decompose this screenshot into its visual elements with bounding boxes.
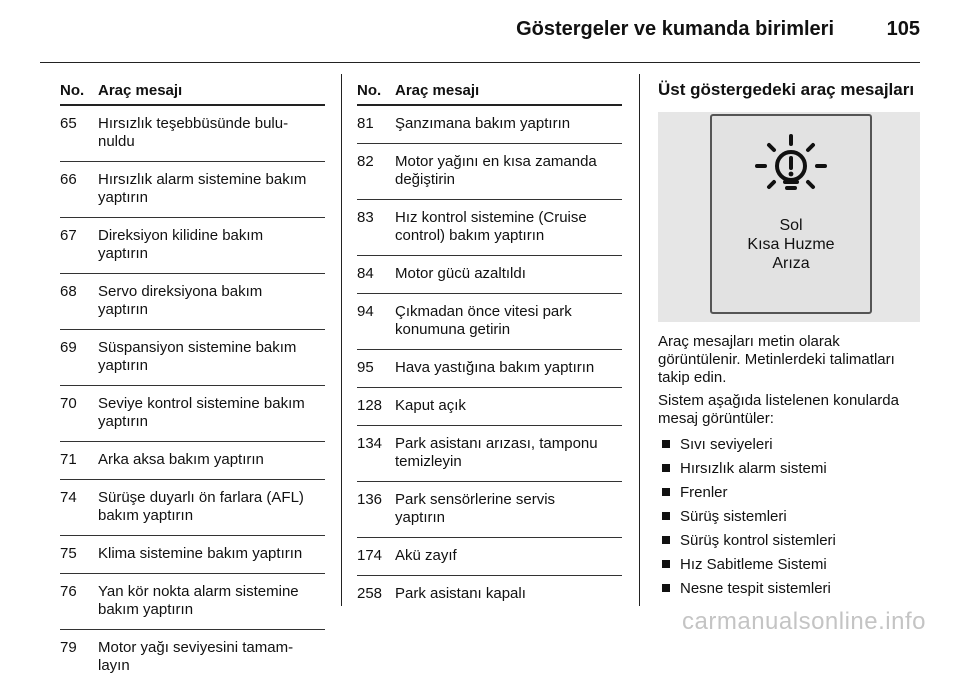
row-number: 94: [357, 303, 374, 320]
row-message: Motor yağı seviyesini tamam- layın: [98, 639, 294, 674]
bullet-square-icon: [662, 440, 670, 448]
row-message: Seviye kontrol sistemine bakım yaptırın: [98, 395, 305, 430]
row-number: 70: [60, 395, 77, 412]
row-message: Direksiyon kilidine bakım yaptırın: [98, 227, 264, 262]
row-message: Park asistanı arızası, tamponu temizleyin: [395, 435, 598, 470]
table-row: [60, 162, 325, 218]
row-number: 79: [60, 639, 77, 656]
row-message: Yan kör nokta alarm sistemine bakım yaptırın: [98, 583, 299, 618]
row-message: Motor yağını en kısa zamanda değiştirin: [395, 153, 597, 188]
bullet-square-icon: [662, 464, 670, 472]
col-header-no: No.: [60, 82, 85, 99]
display-line-3: Arıza: [772, 255, 810, 272]
row-number: 71: [60, 451, 77, 468]
row-message: Klima sistemine bakım yaptırın: [98, 545, 303, 562]
col-header-message: Araç mesajı: [395, 82, 480, 99]
row-message: Hırsızlık teşebbüsünde bulu- nuldu: [98, 115, 289, 150]
table-row: [60, 480, 325, 536]
table-header: [357, 82, 622, 106]
row-number: 67: [60, 227, 77, 244]
row-message: Sürüşe duyarlı ön farlara (AFL) bakım yaptırın: [98, 489, 304, 524]
list-item: Hırsızlık alarm sistemi: [658, 456, 836, 480]
row-number: 136: [357, 491, 383, 508]
row-message: Akü zayıf: [395, 547, 457, 564]
row-number: 81: [357, 115, 374, 132]
list-item: Sürüş sistemleri: [658, 504, 836, 528]
intro-paragraph: Araç mesajları metin olarak görüntülenir. Metinlerdeki talimatları takip edin.: [658, 333, 895, 386]
row-message: Park sensörlerine servis yaptırın: [395, 491, 556, 526]
bullet-square-icon: [662, 536, 670, 544]
table-row: [60, 574, 325, 630]
column-divider-2: [639, 74, 640, 606]
message-display-panel: [710, 114, 872, 314]
table-row: [60, 330, 325, 386]
table-header: [60, 82, 325, 106]
table-row: [60, 630, 325, 685]
display-illustration: [658, 112, 920, 322]
row-number: 95: [357, 359, 374, 376]
row-number: 174: [357, 547, 383, 564]
row-number: 66: [60, 171, 77, 188]
row-number: 65: [60, 115, 77, 132]
watermark: carmanualsonline.info: [682, 608, 926, 635]
display-line-2: Kısa Huzme: [747, 236, 835, 253]
row-number: 69: [60, 339, 77, 356]
row-number: 76: [60, 583, 77, 600]
table-row: [60, 274, 325, 330]
table-row: [357, 388, 622, 426]
list-item: Frenler: [658, 480, 836, 504]
page-header-title: Göstergeler ve kumanda birimleri: [516, 18, 834, 40]
list-item: Sıvı seviyeleri: [658, 432, 836, 456]
row-number: 258: [357, 585, 383, 602]
row-message: Çıkmadan önce vitesi park konumuna getirin: [395, 303, 572, 338]
row-number: 82: [357, 153, 374, 170]
col-header-no: No.: [357, 82, 382, 99]
row-number: 68: [60, 283, 77, 300]
row-message: Arka aksa bakım yaptırın: [98, 451, 264, 468]
bullet-square-icon: [662, 488, 670, 496]
row-number: 134: [357, 435, 383, 452]
row-number: 74: [60, 489, 77, 506]
table-row: [357, 294, 622, 350]
table-row: [357, 576, 622, 613]
row-message: Kaput açık: [395, 397, 466, 414]
table-row: [357, 256, 622, 294]
system-paragraph: Sistem aşağıda listelenen konularda mesaj görüntüler:: [658, 392, 899, 427]
bullet-square-icon: [662, 560, 670, 568]
row-message: Hava yastığına bakım yaptırın: [395, 359, 595, 376]
table-row: [357, 538, 622, 576]
section-title: Üst göstergedeki araç mesajları: [658, 80, 915, 99]
row-number: 75: [60, 545, 77, 562]
table-row: [60, 386, 325, 442]
table-row: [60, 442, 325, 480]
table-row: [357, 106, 622, 144]
table-row: [60, 218, 325, 274]
bullet-square-icon: [662, 512, 670, 520]
row-message: Şanzımana bakım yaptırın: [395, 115, 571, 132]
table-row: [357, 482, 622, 538]
row-number: 84: [357, 265, 374, 282]
row-message: Motor gücü azaltıldı: [395, 265, 526, 282]
row-message: Park asistanı kapalı: [395, 585, 526, 602]
message-table-left: [60, 82, 325, 685]
display-line-1: Sol: [779, 217, 803, 234]
column-divider-1: [341, 74, 342, 606]
list-item: Sürüş kontrol sistemleri: [658, 528, 836, 552]
table-row: [60, 106, 325, 162]
row-message: Süspansiyon sistemine bakım yaptırın: [98, 339, 297, 374]
bulb-warning-icon: [751, 128, 831, 208]
list-item: Nesne tespit sistemleri: [658, 576, 836, 600]
bullet-square-icon: [662, 584, 670, 592]
table-row: [357, 144, 622, 200]
page-number: 105: [886, 18, 920, 40]
header-rule: [40, 62, 920, 63]
list-item: Hız Sabitleme Sistemi: [658, 552, 836, 576]
row-number: 83: [357, 209, 374, 226]
table-row: [357, 350, 622, 388]
row-message: Hız kontrol sistemine (Cruise control) bakım yaptırın: [395, 209, 587, 244]
topic-list: [658, 432, 836, 600]
col-header-message: Araç mesajı: [98, 82, 183, 99]
table-row: [357, 426, 622, 482]
table-row: [357, 200, 622, 256]
row-number: 128: [357, 397, 383, 414]
row-message: Hırsızlık alarm sistemine bakım yaptırın: [98, 171, 307, 206]
message-table-middle: [357, 82, 622, 613]
table-row: [60, 536, 325, 574]
row-message: Servo direksiyona bakım yaptırın: [98, 283, 263, 318]
